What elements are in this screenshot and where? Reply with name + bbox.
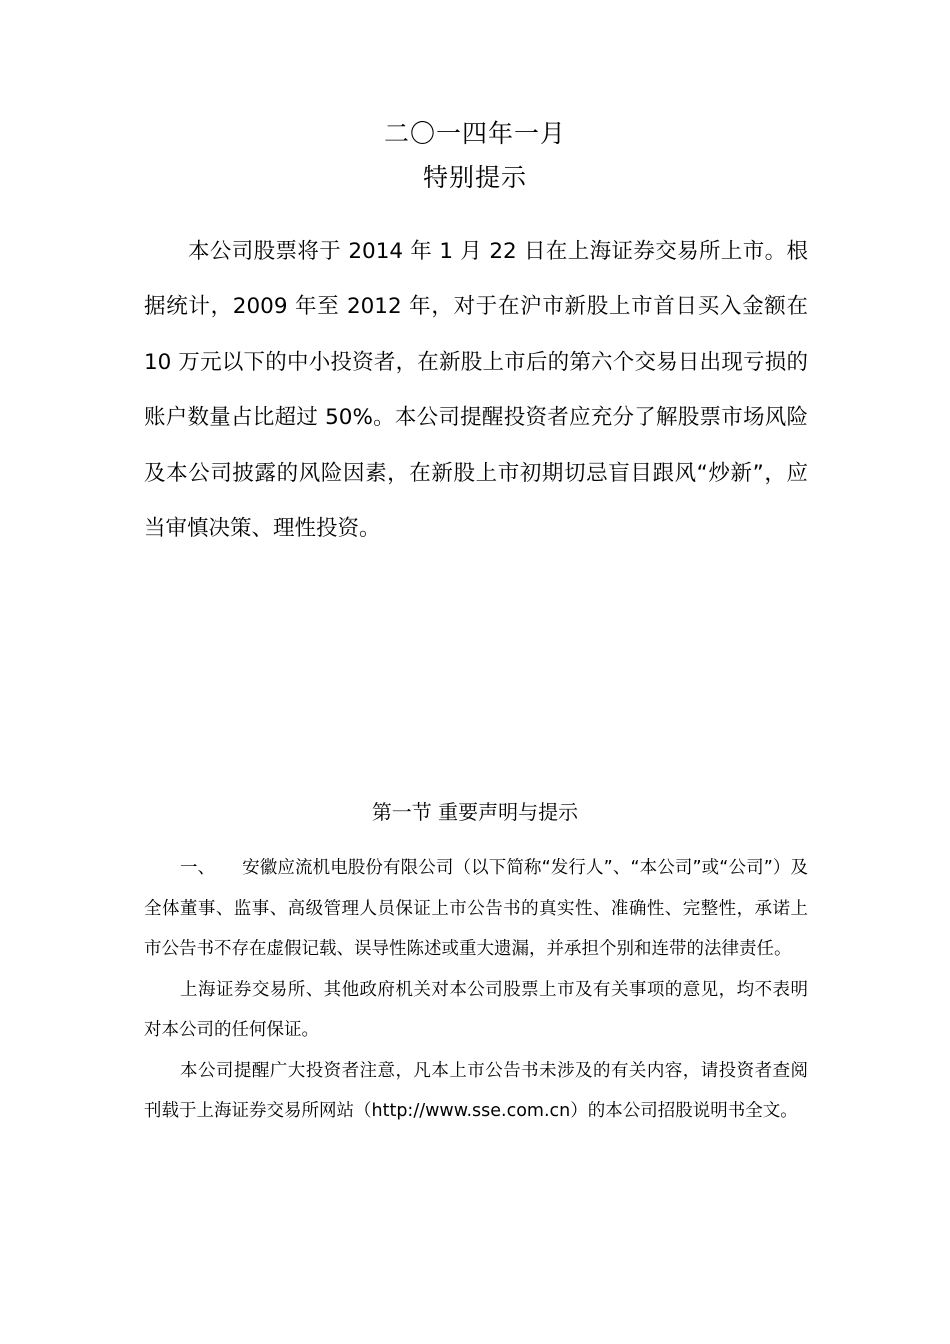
special-notice-body: 本公司股票将于 2014 年 1 月 22 日在上海证券交易所上市。根据统计，2009 年至 2012 年，对于在沪市新股上市首日买入金额在 10 万元以下的中小投资者，在新股上市后的第六个交易日出现亏损的账户数量占比超过 50%。本公司提醒投资者应充分了解股票市场风险及本公司披露的风险因素，在新股上市初期切忌盲目跟风“炒新”，应当审慎决策、理性投资。 xyxy=(144,239,808,542)
section-title: 第一节 重要声明与提示 xyxy=(371,800,579,824)
document-date: 二〇一四年一月 xyxy=(383,119,566,148)
declaration-paragraph-1 xyxy=(144,848,808,970)
special-notice-title: 特别提示 xyxy=(422,163,527,192)
paragraph-text: 安徽应流机电股份有限公司（以下简称“发行人”、“本公司”或“公司”）及全体董事、监事、高级管理人员保证上市公告书的真实性、准确性、完整性，承诺上市公告书不存在虚假记载、误导性陈述或重大遗漏，并承担个别和连带的法律责任。 xyxy=(144,858,808,959)
declaration-paragraph-2: 上海证券交易所、其他政府机关对本公司股票上市及有关事项的意见，均不表明对本公司的任何保证。 xyxy=(144,979,808,1040)
section-body xyxy=(144,848,808,1132)
paragraph-number: 一、 xyxy=(180,858,215,878)
declaration-paragraph-3: 本公司提醒广大投资者注意，凡本上市公告书未涉及的有关内容，请投资者查阅刊载于上海证券交易所网站（http://www.sse.com.cn）的本公司招股说明书全文。 xyxy=(144,1060,808,1121)
